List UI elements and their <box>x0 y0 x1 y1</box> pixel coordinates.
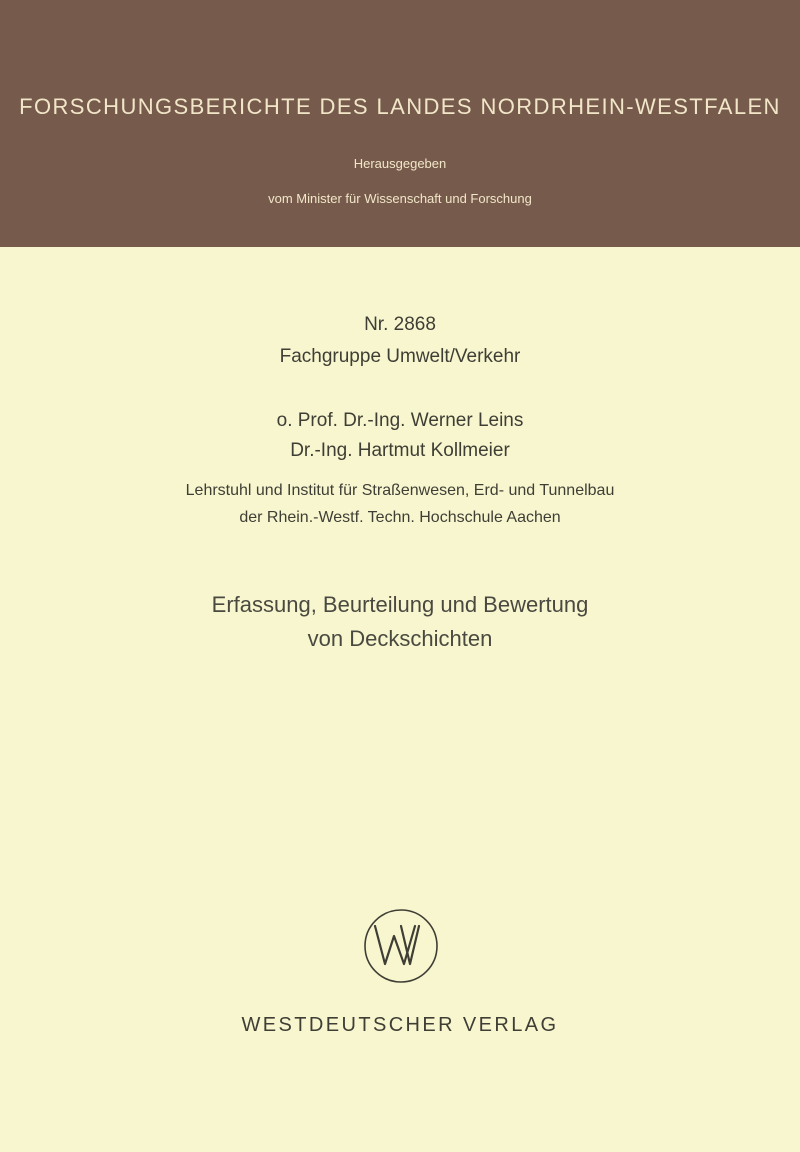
publisher-name: WESTDEUTSCHER VERLAG <box>241 1014 559 1036</box>
report-group: Fachgruppe Umwelt/Verkehr <box>279 346 521 367</box>
header-band <box>0 0 800 247</box>
edited-by-label: Herausgegeben <box>353 156 447 171</box>
title-line-2: von Deckschichten <box>307 626 493 651</box>
editor-line: vom Minister für Wissenschaft und Forschung <box>268 191 532 206</box>
series-title: FORSCHUNGSBERICHTE DES LANDES NORDRHEIN-WESTFALEN <box>19 94 781 119</box>
author-1: o. Prof. Dr.-Ing. Werner Leins <box>276 410 524 431</box>
author-2: Dr.-Ing. Hartmut Kollmeier <box>290 440 510 461</box>
publisher-logo <box>363 908 439 984</box>
logo-circle <box>365 910 437 982</box>
title-line-1: Erfassung, Beurteilung und Bewertung <box>211 592 589 617</box>
institution-line-2: der Rhein.-Westf. Techn. Hochschule Aachen <box>239 509 561 526</box>
report-number: Nr. 2868 <box>364 314 436 335</box>
institution-line-1: Lehrstuhl und Institut für Straßenwesen, Erd- und Tunnelbau <box>185 482 615 499</box>
